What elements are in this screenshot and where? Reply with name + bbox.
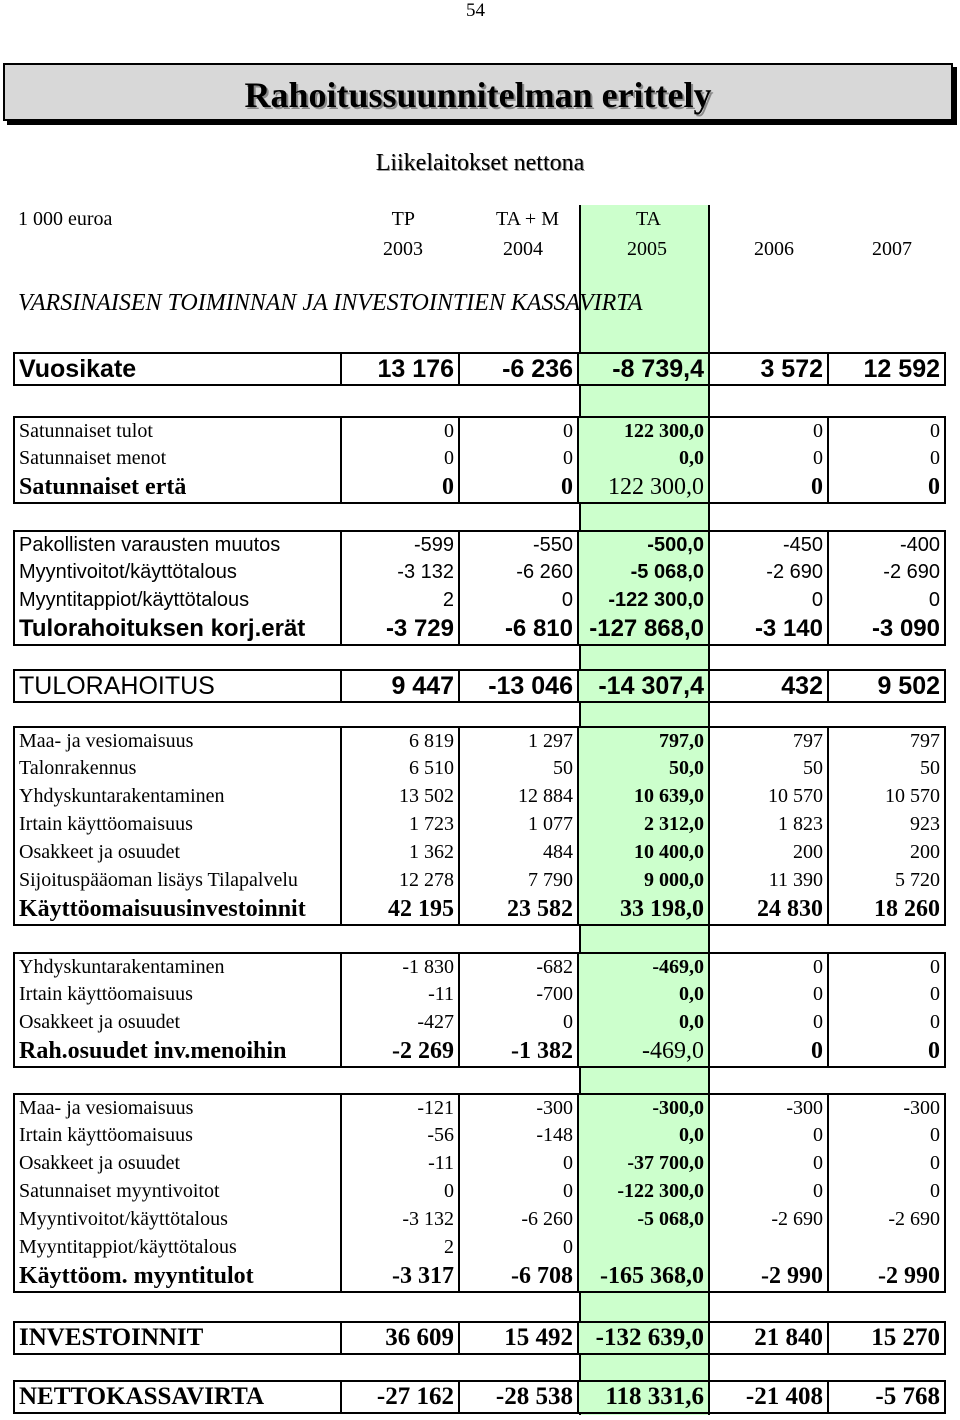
value-2004: 23 582: [460, 894, 579, 924]
table-row: [13, 726, 946, 754]
value-2004: -1 382: [460, 1036, 579, 1066]
value-2003: 2: [342, 586, 460, 614]
value-2005: 797,0: [579, 728, 710, 754]
value-2004: 15 492: [460, 1323, 579, 1353]
value-2005: -300,0: [579, 1095, 710, 1121]
value-2007: -300: [829, 1095, 944, 1121]
value-2005: 2 312,0: [579, 810, 710, 838]
row-label: Myyntivoitot/käyttötalous: [15, 1205, 342, 1233]
value-2005: 33 198,0: [579, 894, 710, 924]
value-2006: -450: [710, 532, 829, 558]
value-2004: -550: [460, 532, 579, 558]
value-2005: 0,0: [579, 1121, 710, 1149]
value-2006: 3 572: [710, 354, 829, 384]
value-2003: 9 447: [342, 671, 460, 701]
row-label: NETTOKASSAVIRTA: [15, 1382, 342, 1412]
value-2006: 0: [710, 586, 829, 614]
value-2007: 0: [829, 418, 944, 444]
value-2004: 0: [460, 1177, 579, 1205]
year-2003: 2003: [383, 238, 423, 260]
value-2004: 0: [460, 418, 579, 444]
value-2004: -300: [460, 1095, 579, 1121]
value-2006: -2 990: [710, 1261, 829, 1291]
value-2005: -122 300,0: [579, 586, 710, 614]
table-row: [13, 444, 946, 472]
table-row: [13, 1177, 946, 1205]
value-2003: -427: [342, 1008, 460, 1036]
value-2007: 10 570: [829, 782, 944, 810]
row-label: Osakkeet ja osuudet: [15, 1008, 342, 1036]
row-label: Sijoituspääoman lisäys Tilapalvelu: [15, 866, 342, 894]
value-2005: 0,0: [579, 980, 710, 1008]
value-2006: 50: [710, 754, 829, 782]
row-label: Satunnaiset ertä: [15, 472, 342, 502]
value-2006: 0: [710, 1036, 829, 1066]
value-2006: 0: [710, 444, 829, 472]
value-2006: 0: [710, 980, 829, 1008]
value-2003: -2 269: [342, 1036, 460, 1066]
row-label: Myyntitappiot/käyttötalous: [15, 586, 342, 614]
section-title: VARSINAISEN TOIMINNAN JA INVESTOINTIEN KASSAVIRTA: [18, 290, 643, 316]
value-2006: 24 830: [710, 894, 829, 924]
row-label: Yhdyskuntarakentaminen: [15, 782, 342, 810]
value-2003: 2: [342, 1233, 460, 1261]
row-label: Satunnaiset menot: [15, 444, 342, 472]
table-row: [13, 1093, 946, 1121]
value-2005: -469,0: [579, 954, 710, 980]
col-label-tam: TA + M: [495, 208, 559, 230]
table-row-subtotal: [13, 614, 946, 646]
year-2006: 2006: [754, 238, 794, 260]
value-2004: 50: [460, 754, 579, 782]
value-2004: 7 790: [460, 866, 579, 894]
value-2005: 0,0: [579, 444, 710, 472]
value-2005: -5 068,0: [579, 558, 710, 586]
table-row: [13, 1149, 946, 1177]
table-row: [13, 586, 946, 614]
value-2007: 200: [829, 838, 944, 866]
row-label: Myyntitappiot/käyttötalous: [15, 1233, 342, 1261]
value-2007: 0: [829, 1008, 944, 1036]
value-2006: -3 140: [710, 614, 829, 644]
table-row-nettokassavirta: [13, 1380, 946, 1414]
table-row-subtotal: [13, 1036, 946, 1068]
table-row: [13, 558, 946, 586]
value-2007: 5 720: [829, 866, 944, 894]
value-2003: -3 132: [342, 1205, 460, 1233]
value-2005: -127 868,0: [579, 614, 710, 644]
value-2004: 0: [460, 472, 579, 502]
row-label: Satunnaiset tulot: [15, 418, 342, 444]
row-label: Osakkeet ja osuudet: [15, 838, 342, 866]
table-row: [13, 1121, 946, 1149]
value-2005: -122 300,0: [579, 1177, 710, 1205]
value-2007: -3 090: [829, 614, 944, 644]
value-2007: 15 270: [829, 1323, 944, 1353]
value-2003: 1 723: [342, 810, 460, 838]
table-row: [13, 416, 946, 444]
value-2003: 6 819: [342, 728, 460, 754]
value-2005: 118 331,6: [579, 1382, 710, 1412]
value-2004: -28 538: [460, 1382, 579, 1412]
value-2004: -148: [460, 1121, 579, 1149]
value-2006: 200: [710, 838, 829, 866]
table-row: [13, 1233, 946, 1261]
value-2003: 0: [342, 444, 460, 472]
year-2005: 2005: [627, 238, 667, 260]
value-2003: -11: [342, 980, 460, 1008]
row-label: Maa- ja vesiomaisuus: [15, 1095, 342, 1121]
value-2007: 9 502: [829, 671, 944, 701]
value-2005: [579, 1233, 710, 1261]
value-2007: 0: [829, 954, 944, 980]
value-2006: 0: [710, 1149, 829, 1177]
value-2007: -5 768: [829, 1382, 944, 1412]
row-label: TULORAHOITUS: [15, 671, 342, 701]
value-2007: 0: [829, 586, 944, 614]
value-2004: 0: [460, 586, 579, 614]
value-2003: 12 278: [342, 866, 460, 894]
row-label: Irtain käyttöomaisuus: [15, 1121, 342, 1149]
row-label: Irtain käyttöomaisuus: [15, 810, 342, 838]
value-2004: -682: [460, 954, 579, 980]
value-2003: 6 510: [342, 754, 460, 782]
row-label: Vuosikate: [15, 354, 342, 384]
value-2006: 0: [710, 1177, 829, 1205]
value-2003: -3 317: [342, 1261, 460, 1291]
page-subtitle: Liikelaitokset nettona: [375, 150, 585, 176]
table-row: [13, 1008, 946, 1036]
value-2004: -6 236: [460, 354, 579, 384]
title-box: [3, 63, 953, 121]
row-label: Talonrakennus: [15, 754, 342, 782]
value-2005: 10 400,0: [579, 838, 710, 866]
value-2003: -121: [342, 1095, 460, 1121]
table-row: [13, 782, 946, 810]
value-2006: 0: [710, 472, 829, 502]
value-2006: 21 840: [710, 1323, 829, 1353]
table-row: [13, 1205, 946, 1233]
table-row: [13, 810, 946, 838]
value-2007: -2 990: [829, 1261, 944, 1291]
table-row: [13, 754, 946, 782]
value-2005: 122 300,0: [579, 472, 710, 502]
value-2003: -11: [342, 1149, 460, 1177]
value-2003: 0: [342, 472, 460, 502]
value-2003: 0: [342, 1177, 460, 1205]
col-label-ta: TA: [635, 208, 661, 230]
value-2006: 0: [710, 954, 829, 980]
value-2003: -1 830: [342, 954, 460, 980]
table-row: [13, 838, 946, 866]
value-2006: 0: [710, 418, 829, 444]
value-2004: 12 884: [460, 782, 579, 810]
value-2006: 432: [710, 671, 829, 701]
value-2006: -21 408: [710, 1382, 829, 1412]
value-2004: -700: [460, 980, 579, 1008]
value-2005: 50,0: [579, 754, 710, 782]
row-label: INVESTOINNIT: [15, 1323, 342, 1353]
value-2007: 0: [829, 1149, 944, 1177]
value-2005: -37 700,0: [579, 1149, 710, 1177]
value-2004: 1 077: [460, 810, 579, 838]
table-row-subtotal: [13, 472, 946, 504]
value-2007: 797: [829, 728, 944, 754]
value-2005: -132 639,0: [579, 1323, 710, 1353]
value-2007: 0: [829, 472, 944, 502]
row-label: Osakkeet ja osuudet: [15, 1149, 342, 1177]
value-2005: 122 300,0: [579, 418, 710, 444]
value-2004: 0: [460, 1008, 579, 1036]
value-2007: 923: [829, 810, 944, 838]
value-2005: -165 368,0: [579, 1261, 710, 1291]
value-2007: 18 260: [829, 894, 944, 924]
table-row: [13, 866, 946, 894]
value-2007: 0: [829, 1121, 944, 1149]
value-2004: 484: [460, 838, 579, 866]
table-row-vuosikate: [13, 352, 946, 386]
value-2006: 797: [710, 728, 829, 754]
value-2004: 0: [460, 1233, 579, 1261]
value-2005: -5 068,0: [579, 1205, 710, 1233]
value-2006: 1 823: [710, 810, 829, 838]
value-2005: -14 307,4: [579, 671, 710, 701]
value-2003: -3 132: [342, 558, 460, 586]
value-2003: 13 502: [342, 782, 460, 810]
value-2003: -27 162: [342, 1382, 460, 1412]
value-2007: 0: [829, 1177, 944, 1205]
value-2006: 11 390: [710, 866, 829, 894]
value-2003: 1 362: [342, 838, 460, 866]
year-2004: 2004: [503, 238, 543, 260]
value-2007: -400: [829, 532, 944, 558]
value-2005: 10 639,0: [579, 782, 710, 810]
row-label: Satunnaiset myyntivoitot: [15, 1177, 342, 1205]
value-2007: [829, 1233, 944, 1261]
value-2007: -2 690: [829, 1205, 944, 1233]
value-2003: -56: [342, 1121, 460, 1149]
col-label-tp: TP: [391, 208, 415, 230]
row-label: Käyttöomaisuusinvestoinnit: [15, 894, 342, 924]
value-2003: 42 195: [342, 894, 460, 924]
value-2005: 9 000,0: [579, 866, 710, 894]
table-row-tulorahoitus: [13, 669, 946, 703]
table-row: [13, 980, 946, 1008]
value-2006: 10 570: [710, 782, 829, 810]
value-2005: -469,0: [579, 1036, 710, 1066]
value-2006: -2 690: [710, 558, 829, 586]
table-row: [13, 530, 946, 558]
row-label: Yhdyskuntarakentaminen: [15, 954, 342, 980]
table-row-subtotal: [13, 894, 946, 926]
value-2004: -6 810: [460, 614, 579, 644]
year-2007: 2007: [872, 238, 912, 260]
value-2007: 12 592: [829, 354, 944, 384]
value-2007: 0: [829, 980, 944, 1008]
value-2003: -599: [342, 532, 460, 558]
value-2007: 0: [829, 444, 944, 472]
value-2005: -8 739,4: [579, 354, 710, 384]
value-2004: -6 260: [460, 1205, 579, 1233]
row-label: Maa- ja vesiomaisuus: [15, 728, 342, 754]
value-2005: -500,0: [579, 532, 710, 558]
row-label: Myyntivoitot/käyttötalous: [15, 558, 342, 586]
value-2007: 50: [829, 754, 944, 782]
unit-label: 1 000 euroa: [18, 208, 113, 230]
page-title: Rahoitussuunnitelman erittely: [244, 75, 712, 115]
value-2006: [710, 1233, 829, 1261]
value-2006: 0: [710, 1008, 829, 1036]
row-label: Käyttöom. myyntitulot: [15, 1261, 342, 1291]
value-2006: 0: [710, 1121, 829, 1149]
row-label: Irtain käyttöomaisuus: [15, 980, 342, 1008]
value-2007: 0: [829, 1036, 944, 1066]
value-2004: 1 297: [460, 728, 579, 754]
value-2006: -300: [710, 1095, 829, 1121]
value-2005: 0,0: [579, 1008, 710, 1036]
value-2004: 0: [460, 444, 579, 472]
row-label: Pakollisten varausten muutos: [15, 532, 342, 558]
value-2004: 0: [460, 1149, 579, 1177]
row-label: Tulorahoituksen korj.erät: [15, 614, 342, 644]
page-number: 54: [466, 0, 485, 21]
value-2003: 13 176: [342, 354, 460, 384]
value-2004: -13 046: [460, 671, 579, 701]
value-2003: -3 729: [342, 614, 460, 644]
table-row: [13, 952, 946, 980]
value-2004: -6 260: [460, 558, 579, 586]
value-2006: -2 690: [710, 1205, 829, 1233]
row-label: Rah.osuudet inv.menoihin: [15, 1036, 342, 1066]
value-2003: 36 609: [342, 1323, 460, 1353]
value-2003: 0: [342, 418, 460, 444]
value-2004: -6 708: [460, 1261, 579, 1291]
value-2007: -2 690: [829, 558, 944, 586]
table-row-investoinnit: [13, 1321, 946, 1355]
table-row-subtotal: [13, 1261, 946, 1293]
